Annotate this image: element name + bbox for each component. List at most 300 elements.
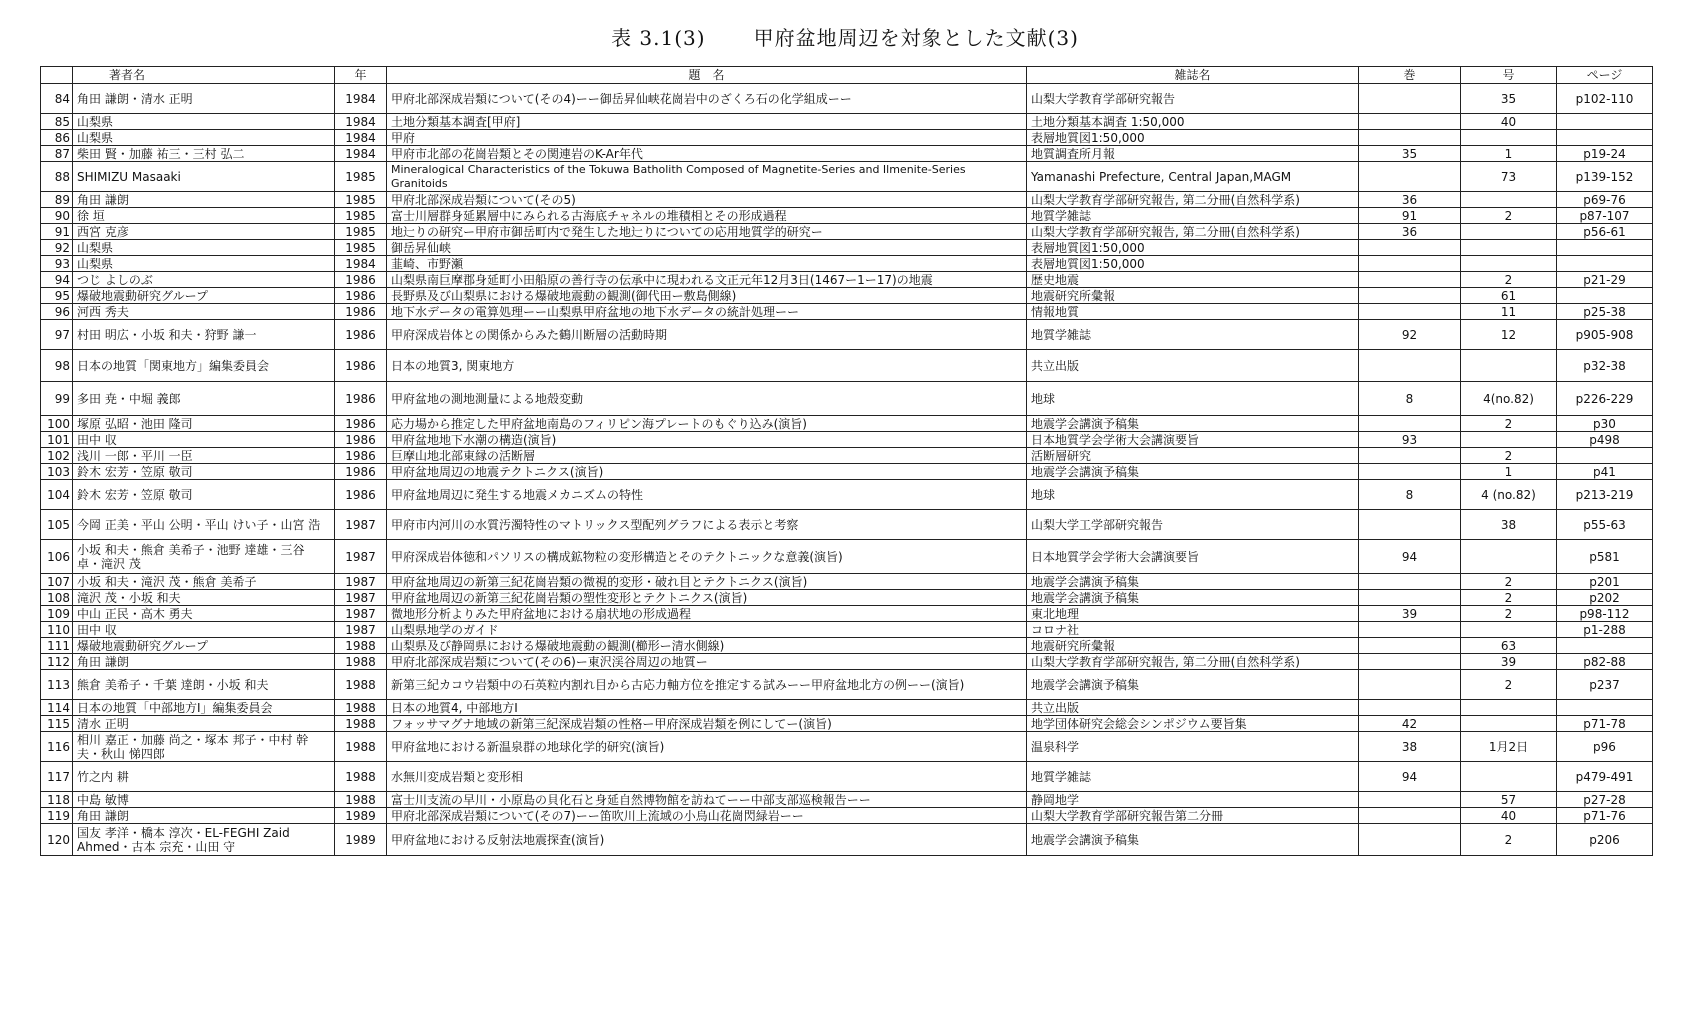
table-row	[41, 304, 1653, 320]
ref-number: 91	[41, 224, 73, 240]
title-cell: 甲府北部深成岩類について(その4)ーー御岳昇仙峡花崗岩中のざくろ石の化学組成ーー	[387, 84, 1027, 114]
issue-cell: 1月2日	[1461, 732, 1557, 762]
journal-cell: 歴史地震	[1027, 272, 1359, 288]
journal-cell: 日本地質学会学術大会講演要旨	[1027, 432, 1359, 448]
issue-cell	[1461, 762, 1557, 792]
volume-cell	[1359, 114, 1461, 130]
ref-number: 103	[41, 464, 73, 480]
ref-number: 99	[41, 382, 73, 416]
header-issue: 号	[1461, 67, 1557, 84]
title-cell: Mineralogical Characteristics of the Tokuwa Batholith Composed of Magnetite-Series and Ilmenite-Series Granitoids	[387, 162, 1027, 192]
pages-cell: p41	[1557, 464, 1653, 480]
title-cell: 甲府盆地における反射法地震探査(演旨)	[387, 824, 1027, 856]
issue-cell: 38	[1461, 510, 1557, 540]
table-row	[41, 606, 1653, 622]
year-cell: 1984	[335, 256, 387, 272]
table-row	[41, 146, 1653, 162]
volume-cell	[1359, 416, 1461, 432]
volume-cell	[1359, 240, 1461, 256]
pages-cell: p56-61	[1557, 224, 1653, 240]
author-cell: 角田 謙朗	[73, 808, 335, 824]
author-cell: 浅川 一郎・平川 一臣	[73, 448, 335, 464]
journal-cell: Yamanashi Prefecture, Central Japan,MAGM	[1027, 162, 1359, 192]
table-row	[41, 416, 1653, 432]
title-cell: 甲府深成岩体徳和パソリスの構成鉱物粒の変形構造とそのテクトニックな意義(演旨)	[387, 540, 1027, 574]
volume-cell	[1359, 272, 1461, 288]
volume-cell	[1359, 510, 1461, 540]
year-cell: 1988	[335, 716, 387, 732]
issue-cell	[1461, 256, 1557, 272]
issue-cell	[1461, 224, 1557, 240]
pages-cell: p25-38	[1557, 304, 1653, 320]
year-cell: 1986	[335, 304, 387, 320]
title-cell: 山梨県地学のガイド	[387, 622, 1027, 638]
header-no	[41, 67, 73, 84]
volume-cell: 35	[1359, 146, 1461, 162]
table-row	[41, 792, 1653, 808]
title-cell: 御岳昇仙峡	[387, 240, 1027, 256]
journal-cell: 土地分類基本調査 1:50,000	[1027, 114, 1359, 130]
year-cell: 1986	[335, 432, 387, 448]
journal-cell: 地学団体研究会総会シンポジウム要旨集	[1027, 716, 1359, 732]
pages-cell: p55-63	[1557, 510, 1653, 540]
table-row	[41, 480, 1653, 510]
journal-cell: 日本地質学会学術大会講演要旨	[1027, 540, 1359, 574]
table-row	[41, 382, 1653, 416]
journal-cell: 東北地理	[1027, 606, 1359, 622]
journal-cell: 共立出版	[1027, 700, 1359, 716]
author-cell: 角田 謙朗	[73, 654, 335, 670]
title-cell: 富士川支流の早川・小原島の貝化石と身延自然博物館を訪ねてーー中部支部巡検報告ーー	[387, 792, 1027, 808]
table-row	[41, 510, 1653, 540]
pages-cell: p581	[1557, 540, 1653, 574]
ref-number: 120	[41, 824, 73, 856]
table-caption: 甲府盆地周辺を対象とした文献(3)	[753, 26, 1079, 50]
ref-number: 119	[41, 808, 73, 824]
journal-cell: 山梨大学教育学部研究報告, 第二分冊(自然科学系)	[1027, 224, 1359, 240]
author-cell: 角田 謙朗	[73, 192, 335, 208]
volume-cell: 93	[1359, 432, 1461, 448]
journal-cell: コロナ社	[1027, 622, 1359, 638]
journal-cell: 温泉科学	[1027, 732, 1359, 762]
ref-number: 113	[41, 670, 73, 700]
journal-cell: 静岡地学	[1027, 792, 1359, 808]
author-cell: つじ よしのぶ	[73, 272, 335, 288]
pages-cell: p206	[1557, 824, 1653, 856]
author-cell: 鈴木 宏芳・笠原 敬司	[73, 480, 335, 510]
title-cell: 長野県及び山梨県における爆破地震動の観測(御代田ー敷島側線)	[387, 288, 1027, 304]
pages-cell	[1557, 638, 1653, 654]
author-cell: 角田 謙朗・清水 正明	[73, 84, 335, 114]
volume-cell	[1359, 654, 1461, 670]
title-cell: 甲府北部深成岩類について(その5)	[387, 192, 1027, 208]
author-cell: 多田 尭・中堀 義郎	[73, 382, 335, 416]
ref-number: 102	[41, 448, 73, 464]
author-cell: 鈴木 宏芳・笠原 敬司	[73, 464, 335, 480]
issue-cell: 1	[1461, 464, 1557, 480]
pages-cell	[1557, 256, 1653, 272]
table-row	[41, 824, 1653, 856]
author-cell: 小坂 和夫・滝沢 茂・熊倉 美希子	[73, 574, 335, 590]
journal-cell: 地震学会講演予稿集	[1027, 574, 1359, 590]
pages-cell	[1557, 448, 1653, 464]
pages-cell	[1557, 114, 1653, 130]
table-row	[41, 762, 1653, 792]
header-year: 年	[335, 67, 387, 84]
issue-cell	[1461, 240, 1557, 256]
pages-cell: p498	[1557, 432, 1653, 448]
references-table	[40, 66, 1653, 856]
volume-cell	[1359, 448, 1461, 464]
table-row	[41, 574, 1653, 590]
volume-cell: 92	[1359, 320, 1461, 350]
title-cell: 甲府盆地周辺の新第三紀花崗岩類の微視的変形・破れ目とテクトニクス(演旨)	[387, 574, 1027, 590]
year-cell: 1988	[335, 700, 387, 716]
author-cell: 相川 嘉正・加藤 尚之・塚本 邦子・中村 幹夫・秋山 悌四郎	[73, 732, 335, 762]
year-cell: 1986	[335, 288, 387, 304]
author-cell: 日本の地質「関東地方」編集委員会	[73, 350, 335, 382]
volume-cell: 39	[1359, 606, 1461, 622]
volume-cell	[1359, 638, 1461, 654]
year-cell: 1986	[335, 480, 387, 510]
journal-cell: 山梨大学工学部研究報告	[1027, 510, 1359, 540]
journal-cell: 山梨大学教育学部研究報告, 第二分冊(自然科学系)	[1027, 192, 1359, 208]
ref-number: 88	[41, 162, 73, 192]
title-cell: 土地分類基本調査[甲府]	[387, 114, 1027, 130]
title-cell: 巨摩山地北部東縁の活断層	[387, 448, 1027, 464]
issue-cell: 63	[1461, 638, 1557, 654]
title-cell: 甲府北部深成岩類について(その6)ー東沢渓谷周辺の地質ー	[387, 654, 1027, 670]
table-row	[41, 224, 1653, 240]
ref-number: 109	[41, 606, 73, 622]
ref-number: 110	[41, 622, 73, 638]
ref-number: 94	[41, 272, 73, 288]
year-cell: 1985	[335, 162, 387, 192]
year-cell: 1986	[335, 382, 387, 416]
title-cell: 甲府盆地の測地測量による地殻変動	[387, 382, 1027, 416]
author-cell: 爆破地震動研究グループ	[73, 288, 335, 304]
pages-cell: p479-491	[1557, 762, 1653, 792]
ref-number: 117	[41, 762, 73, 792]
table-row	[41, 654, 1653, 670]
year-cell: 1988	[335, 638, 387, 654]
journal-cell: 表層地質図1:50,000	[1027, 256, 1359, 272]
title-cell: 甲府盆地における新温泉群の地球化学的研究(演旨)	[387, 732, 1027, 762]
ref-number: 93	[41, 256, 73, 272]
author-cell: 爆破地震動研究グループ	[73, 638, 335, 654]
pages-cell: p19-24	[1557, 146, 1653, 162]
pages-cell: p71-76	[1557, 808, 1653, 824]
issue-cell	[1461, 622, 1557, 638]
ref-number: 114	[41, 700, 73, 716]
journal-cell: 地球	[1027, 382, 1359, 416]
ref-number: 108	[41, 590, 73, 606]
pages-cell: p27-28	[1557, 792, 1653, 808]
issue-cell: 2	[1461, 824, 1557, 856]
year-cell: 1987	[335, 590, 387, 606]
table-row	[41, 432, 1653, 448]
pages-cell	[1557, 288, 1653, 304]
pages-cell: p32-38	[1557, 350, 1653, 382]
pages-cell: p96	[1557, 732, 1653, 762]
journal-cell: 地震学会講演予稿集	[1027, 416, 1359, 432]
table-row	[41, 700, 1653, 716]
pages-cell: p213-219	[1557, 480, 1653, 510]
journal-cell: 地質学雑誌	[1027, 208, 1359, 224]
journal-cell: 山梨大学教育学部研究報告	[1027, 84, 1359, 114]
volume-cell: 38	[1359, 732, 1461, 762]
author-cell: 田中 収	[73, 622, 335, 638]
year-cell: 1985	[335, 224, 387, 240]
table-header-row	[41, 67, 1653, 84]
title-cell: 甲府盆地周辺の地震テクトニクス(演旨)	[387, 464, 1027, 480]
table-row	[41, 272, 1653, 288]
author-cell: 山梨県	[73, 114, 335, 130]
title-cell: 甲府市内河川の水質汚濁特性のマトリックス型配列グラフによる表示と考察	[387, 510, 1027, 540]
volume-cell	[1359, 162, 1461, 192]
journal-cell: 地震研究所彙報	[1027, 638, 1359, 654]
author-cell: 塚原 弘昭・池田 隆司	[73, 416, 335, 432]
year-cell: 1986	[335, 464, 387, 480]
year-cell: 1988	[335, 670, 387, 700]
journal-cell: 地震学会講演予稿集	[1027, 824, 1359, 856]
table-row	[41, 288, 1653, 304]
ref-number: 84	[41, 84, 73, 114]
author-cell: 中島 敏博	[73, 792, 335, 808]
year-cell: 1987	[335, 622, 387, 638]
journal-cell: 地震学会講演予稿集	[1027, 670, 1359, 700]
issue-cell: 40	[1461, 808, 1557, 824]
ref-number: 107	[41, 574, 73, 590]
volume-cell: 94	[1359, 540, 1461, 574]
title-cell: 甲府盆地地下水潮の構造(演旨)	[387, 432, 1027, 448]
issue-cell	[1461, 130, 1557, 146]
header-journal: 雑誌名	[1027, 67, 1359, 84]
table-body	[41, 84, 1653, 856]
author-cell: 竹之内 耕	[73, 762, 335, 792]
title-cell: 微地形分析よりみた甲府盆地における扇状地の形成過程	[387, 606, 1027, 622]
table-row	[41, 808, 1653, 824]
issue-cell	[1461, 540, 1557, 574]
issue-cell: 2	[1461, 606, 1557, 622]
pages-cell	[1557, 240, 1653, 256]
title-cell: 日本の地質4, 中部地方Ⅰ	[387, 700, 1027, 716]
journal-cell: 表層地質図1:50,000	[1027, 130, 1359, 146]
issue-cell	[1461, 700, 1557, 716]
volume-cell: 8	[1359, 480, 1461, 510]
table-row	[41, 670, 1653, 700]
title-cell: 応力場から推定した甲府盆地南島のフィリピン海プレートのもぐり込み(演旨)	[387, 416, 1027, 432]
journal-cell: 表層地質図1:50,000	[1027, 240, 1359, 256]
journal-cell: 地震学会講演予稿集	[1027, 464, 1359, 480]
issue-cell: 2	[1461, 208, 1557, 224]
journal-cell: 地震学会講演予稿集	[1027, 590, 1359, 606]
table-row	[41, 320, 1653, 350]
journal-cell: 活断層研究	[1027, 448, 1359, 464]
title-cell: 韮崎、市野瀬	[387, 256, 1027, 272]
title-cell: 新第三紀カコウ岩類中の石英粒内割れ目から古応力軸方位を推定する試みーー甲府盆地北方の例ーー(演旨)	[387, 670, 1027, 700]
pages-cell: p82-88	[1557, 654, 1653, 670]
table-row	[41, 240, 1653, 256]
table-row	[41, 208, 1653, 224]
year-cell: 1984	[335, 84, 387, 114]
journal-cell: 共立出版	[1027, 350, 1359, 382]
title-cell: フォッサマグナ地域の新第三紀深成岩類の性格ー甲府深成岩類を例にしてー(演旨)	[387, 716, 1027, 732]
journal-cell: 山梨大学教育学部研究報告第二分冊	[1027, 808, 1359, 824]
header-pages: ページ	[1557, 67, 1653, 84]
journal-cell: 山梨大学教育学部研究報告, 第二分冊(自然科学系)	[1027, 654, 1359, 670]
year-cell: 1986	[335, 320, 387, 350]
author-cell: 滝沢 茂・小坂 和夫	[73, 590, 335, 606]
title-cell: 甲府盆地周辺に発生する地震メカニズムの特性	[387, 480, 1027, 510]
year-cell: 1984	[335, 146, 387, 162]
table-row	[41, 192, 1653, 208]
pages-cell: p71-78	[1557, 716, 1653, 732]
volume-cell	[1359, 622, 1461, 638]
title-cell: 地下水データの電算処理ーー山梨県甲府盆地の地下水データの統計処理ーー	[387, 304, 1027, 320]
ref-number: 104	[41, 480, 73, 510]
table-row	[41, 622, 1653, 638]
table-row	[41, 350, 1653, 382]
year-cell: 1988	[335, 762, 387, 792]
title-cell: 甲府北部深成岩類について(その7)ーー笛吹川上流域の小烏山花崗閃緑岩ーー	[387, 808, 1027, 824]
ref-number: 86	[41, 130, 73, 146]
issue-cell	[1461, 432, 1557, 448]
year-cell: 1987	[335, 510, 387, 540]
author-cell: 中山 正民・高木 勇夫	[73, 606, 335, 622]
year-cell: 1985	[335, 240, 387, 256]
table-row	[41, 716, 1653, 732]
pages-cell: p139-152	[1557, 162, 1653, 192]
header-title: 題 名	[387, 67, 1027, 84]
issue-cell: 1	[1461, 146, 1557, 162]
title-cell: 甲府	[387, 130, 1027, 146]
volume-cell: 36	[1359, 224, 1461, 240]
author-cell: 柴田 賢・加藤 祐三・三村 弘二	[73, 146, 335, 162]
author-cell: 小坂 和夫・熊倉 美希子・池野 達雄・三谷 卓・滝沢 茂	[73, 540, 335, 574]
header-volume: 巻	[1359, 67, 1461, 84]
table-row	[41, 464, 1653, 480]
issue-cell: 4(no.82)	[1461, 382, 1557, 416]
issue-cell: 2	[1461, 416, 1557, 432]
author-cell: 清水 正明	[73, 716, 335, 732]
table-row	[41, 256, 1653, 272]
pages-cell: p30	[1557, 416, 1653, 432]
volume-cell	[1359, 808, 1461, 824]
issue-cell: 4 (no.82)	[1461, 480, 1557, 510]
volume-cell	[1359, 84, 1461, 114]
ref-number: 95	[41, 288, 73, 304]
pages-cell: p21-29	[1557, 272, 1653, 288]
ref-number: 105	[41, 510, 73, 540]
author-cell: 山梨県	[73, 240, 335, 256]
ref-number: 97	[41, 320, 73, 350]
table-row	[41, 130, 1653, 146]
issue-cell: 39	[1461, 654, 1557, 670]
issue-cell: 61	[1461, 288, 1557, 304]
title-cell: 甲府深成岩体との関係からみた鶴川断層の活動時期	[387, 320, 1027, 350]
journal-cell: 地質調査所月報	[1027, 146, 1359, 162]
issue-cell	[1461, 192, 1557, 208]
volume-cell	[1359, 304, 1461, 320]
pages-cell: p87-107	[1557, 208, 1653, 224]
ref-number: 98	[41, 350, 73, 382]
issue-cell: 35	[1461, 84, 1557, 114]
journal-cell: 情報地質	[1027, 304, 1359, 320]
author-cell: 村田 明広・小坂 和夫・狩野 謙一	[73, 320, 335, 350]
year-cell: 1986	[335, 448, 387, 464]
volume-cell	[1359, 824, 1461, 856]
volume-cell: 94	[1359, 762, 1461, 792]
journal-cell: 地質学雑誌	[1027, 320, 1359, 350]
ref-number: 111	[41, 638, 73, 654]
year-cell: 1985	[335, 192, 387, 208]
volume-cell: 8	[1359, 382, 1461, 416]
table-row	[41, 84, 1653, 114]
ref-number: 118	[41, 792, 73, 808]
pages-cell: p98-112	[1557, 606, 1653, 622]
table-row	[41, 732, 1653, 762]
pages-cell: p905-908	[1557, 320, 1653, 350]
table-row	[41, 638, 1653, 654]
author-cell: 河西 秀夫	[73, 304, 335, 320]
year-cell: 1988	[335, 792, 387, 808]
issue-cell: 2	[1461, 590, 1557, 606]
table-row	[41, 162, 1653, 192]
author-cell: 今岡 正美・平山 公明・平山 けい子・山宮 浩	[73, 510, 335, 540]
volume-cell	[1359, 130, 1461, 146]
author-cell: 山梨県	[73, 130, 335, 146]
author-cell: 国友 孝洋・橋本 淳次・EL-FEGHI Zaid Ahmed・古本 宗充・山田 守	[73, 824, 335, 856]
year-cell: 1986	[335, 416, 387, 432]
title-cell: 富士川層群身延累層中にみられる古海底チャネルの堆積相とその形成過程	[387, 208, 1027, 224]
issue-cell: 12	[1461, 320, 1557, 350]
ref-number: 96	[41, 304, 73, 320]
volume-cell: 42	[1359, 716, 1461, 732]
pages-cell: p1-288	[1557, 622, 1653, 638]
ref-number: 87	[41, 146, 73, 162]
year-cell: 1988	[335, 654, 387, 670]
header-author: 著者名	[73, 67, 335, 84]
ref-number: 92	[41, 240, 73, 256]
issue-cell: 2	[1461, 448, 1557, 464]
title-cell: 地辷りの研究ー甲府市御岳町内で発生した地辷りについての応用地質学的研究ー	[387, 224, 1027, 240]
journal-cell: 地球	[1027, 480, 1359, 510]
year-cell: 1985	[335, 208, 387, 224]
pages-cell: p226-229	[1557, 382, 1653, 416]
pages-cell: p102-110	[1557, 84, 1653, 114]
pages-cell: p201	[1557, 574, 1653, 590]
table-row	[41, 590, 1653, 606]
author-cell: 熊倉 美希子・千葉 達朗・小坂 和夫	[73, 670, 335, 700]
author-cell: 西宮 克彦	[73, 224, 335, 240]
author-cell: 田中 収	[73, 432, 335, 448]
year-cell: 1984	[335, 114, 387, 130]
year-cell: 1989	[335, 808, 387, 824]
ref-number: 112	[41, 654, 73, 670]
year-cell: 1984	[335, 130, 387, 146]
ref-number: 115	[41, 716, 73, 732]
ref-number: 90	[41, 208, 73, 224]
title-cell: 水無川変成岩類と変形相	[387, 762, 1027, 792]
volume-cell	[1359, 256, 1461, 272]
issue-cell: 2	[1461, 670, 1557, 700]
author-cell: SHIMIZU Masaaki	[73, 162, 335, 192]
table-row	[41, 114, 1653, 130]
issue-cell	[1461, 716, 1557, 732]
year-cell: 1987	[335, 606, 387, 622]
author-cell: 日本の地質「中部地方Ⅰ」編集委員会	[73, 700, 335, 716]
